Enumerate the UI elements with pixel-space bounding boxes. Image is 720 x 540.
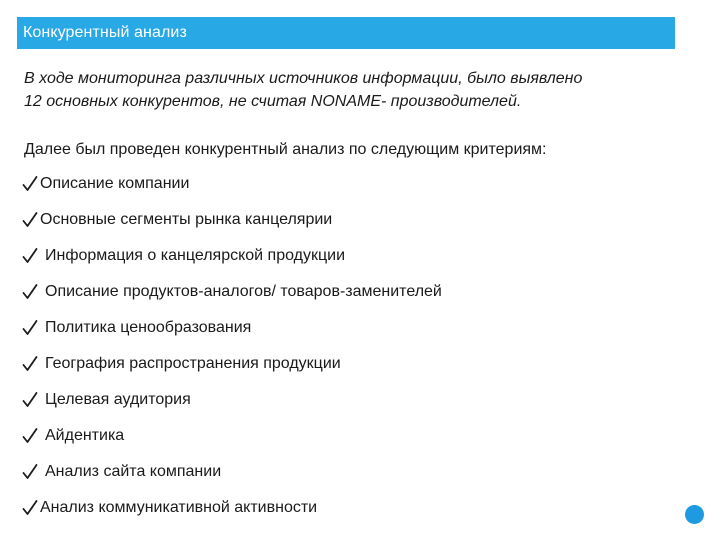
- intro-line-1: В ходе мониторинга различных источников информации, было выявлено: [24, 70, 583, 87]
- criteria-item: [22, 209, 442, 245]
- criteria-label: Основные сегменты рынка канцелярии: [40, 211, 333, 228]
- checkmark-icon: [22, 463, 38, 481]
- checkmark-icon: [22, 319, 38, 337]
- criteria-item: [22, 173, 442, 209]
- intro-line-2: 12 основных конкурентов, не считая NONAME- производителей.: [24, 93, 522, 110]
- intro-paragraph: [24, 67, 684, 113]
- criteria-label: Айдентика: [45, 427, 125, 444]
- criteria-label: География распространения продукции: [45, 355, 341, 372]
- criteria-label: Описание продуктов-аналогов/ товаров-заменителей: [45, 283, 442, 300]
- criteria-label: Целевая аудитория: [45, 391, 191, 408]
- checkmark-icon: [22, 283, 38, 301]
- criteria-item: [22, 425, 442, 461]
- checkmark-icon: [22, 247, 38, 265]
- criteria-item: [22, 461, 442, 497]
- criteria-item: [22, 245, 442, 281]
- title-bar: [17, 17, 675, 49]
- criteria-label: Политика ценообразования: [45, 319, 252, 336]
- checkmark-icon: [22, 211, 38, 229]
- criteria-label: Анализ коммуникативной активности: [40, 499, 318, 516]
- criteria-item: [22, 389, 442, 425]
- criteria-item: [22, 281, 442, 317]
- criteria-item: [22, 317, 442, 353]
- criteria-lead: Далее был проведен конкурентный анализ по следующим критериям:: [24, 141, 547, 158]
- circle-dot-icon: [685, 505, 704, 524]
- criteria-item: [22, 497, 442, 533]
- criteria-label: Информация о канцелярской продукции: [45, 247, 346, 264]
- criteria-item: [22, 353, 442, 389]
- slide-title: Конкурентный анализ: [23, 24, 187, 41]
- criteria-label: Анализ сайта компании: [45, 463, 222, 480]
- checkmark-icon: [22, 427, 38, 445]
- checkmark-icon: [22, 355, 38, 373]
- checkmark-icon: [22, 391, 38, 409]
- criteria-label: Описание компании: [40, 175, 190, 192]
- checkmark-icon: [22, 175, 38, 193]
- checkmark-icon: [22, 499, 38, 517]
- criteria-list: [22, 173, 442, 533]
